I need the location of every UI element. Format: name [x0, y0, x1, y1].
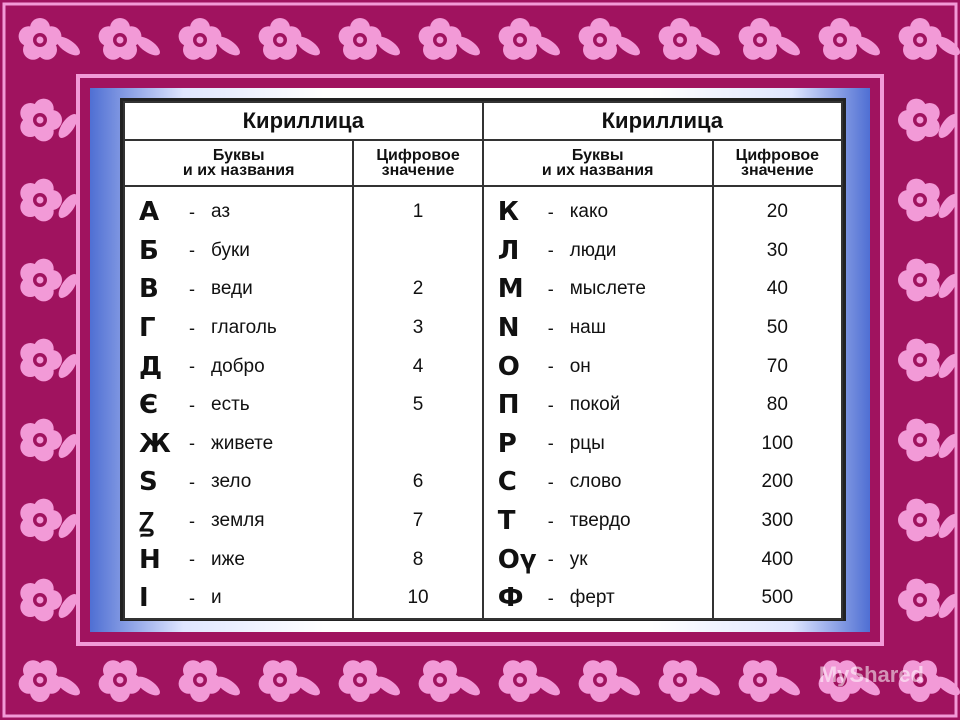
letter-glyph: Ж — [139, 428, 171, 459]
dash: - — [547, 549, 554, 570]
letter-glyph: Ф — [497, 583, 524, 614]
letter-row — [484, 232, 712, 271]
numeric-value — [354, 425, 481, 464]
numeric-value: 4 — [412, 355, 424, 377]
letter-glyph: Ꙁ — [139, 508, 155, 539]
letter-row — [484, 425, 712, 464]
letter-glyph: Г — [139, 313, 156, 344]
right-letters-header-text: Буквы и их названия — [541, 147, 654, 179]
dash: - — [189, 201, 195, 222]
dash: - — [547, 394, 554, 415]
letter-glyph: П — [497, 390, 520, 421]
letter-glyph: О — [497, 351, 520, 382]
letter-row — [125, 386, 352, 425]
letter-name: ферт — [569, 587, 615, 609]
letter-row — [125, 270, 352, 309]
letter-name: зело — [211, 471, 252, 493]
letter-glyph: К — [497, 197, 519, 228]
dash: - — [547, 201, 554, 222]
letter-glyph: А — [139, 197, 160, 228]
letter-name: ук — [569, 548, 588, 570]
letter-name: есть — [211, 394, 250, 416]
letter-name: мыслете — [569, 278, 646, 300]
letter-name: рцы — [569, 432, 605, 454]
letter-name: слово — [569, 471, 622, 493]
letter-name: он — [569, 355, 591, 377]
dash: - — [189, 278, 195, 299]
letter-row — [125, 347, 352, 386]
letter-glyph: Є — [139, 390, 159, 421]
letter-row — [125, 232, 352, 271]
letter-name: добро — [211, 355, 265, 377]
letter-row — [484, 463, 712, 502]
numeric-value: 5 — [412, 394, 424, 416]
numeric-value: 400 — [761, 548, 794, 570]
dash: - — [189, 549, 195, 570]
right-letters-header — [483, 140, 713, 186]
right-value-header — [713, 140, 842, 186]
left-title: Кириллица — [124, 102, 483, 140]
letter-name: покой — [569, 394, 621, 416]
numeric-value: 2 — [412, 278, 424, 300]
dash: - — [189, 510, 195, 531]
left-values-column — [353, 186, 482, 619]
letter-row — [484, 386, 712, 425]
letter-glyph: N — [497, 313, 520, 344]
letter-row — [125, 502, 352, 541]
left-letters-column — [124, 186, 353, 619]
numeric-value: 10 — [407, 587, 429, 609]
dash: - — [189, 356, 195, 377]
numeric-value: 50 — [766, 317, 788, 339]
numeric-value: 40 — [766, 278, 788, 300]
letter-name: глаголь — [211, 317, 277, 339]
letter-row — [125, 193, 352, 232]
letter-glyph: Л — [497, 235, 520, 266]
dash: - — [547, 433, 554, 454]
letter-row — [484, 579, 712, 618]
letter-glyph: С — [497, 467, 517, 498]
dash: - — [547, 317, 554, 338]
letter-glyph: Оү — [497, 544, 537, 575]
dash: - — [547, 471, 554, 492]
letter-name: земля — [211, 510, 265, 532]
letter-name: твердо — [569, 510, 631, 532]
numeric-value: 200 — [761, 471, 794, 493]
left-value-header — [353, 140, 482, 186]
numeric-value: 3 — [412, 317, 424, 339]
dash: - — [189, 433, 195, 454]
letter-glyph: Ѕ — [139, 467, 158, 498]
left-letters-header — [124, 140, 353, 186]
numeric-value: 100 — [761, 432, 794, 454]
letter-name: веди — [211, 278, 253, 300]
letter-row — [125, 463, 352, 502]
letter-glyph: Н — [139, 544, 161, 575]
letter-glyph: І — [139, 583, 149, 614]
dash: - — [547, 278, 554, 299]
numeric-value: 500 — [761, 587, 794, 609]
dash: - — [189, 587, 195, 608]
numeric-value: 80 — [766, 394, 788, 416]
letter-row — [125, 425, 352, 464]
letter-row — [484, 347, 712, 386]
numeric-value: 30 — [766, 239, 788, 261]
dash: - — [547, 587, 554, 608]
right-value-header-text: Цифровое значение — [735, 147, 820, 179]
right-letters-column — [483, 186, 713, 619]
letter-glyph: В — [139, 274, 159, 305]
numeric-value: 300 — [761, 510, 794, 532]
dash: - — [189, 471, 195, 492]
letter-glyph: Р — [497, 428, 517, 459]
letter-row — [484, 309, 712, 348]
dash: - — [547, 240, 554, 261]
letter-glyph: Д — [139, 351, 163, 382]
dash: - — [547, 510, 554, 531]
numeric-value — [354, 232, 481, 271]
letter-name: аз — [211, 201, 231, 223]
letter-name: люди — [569, 239, 617, 261]
letter-name: и — [211, 587, 222, 609]
numeric-value: 6 — [412, 471, 424, 493]
dash: - — [547, 356, 554, 377]
left-value-header-text: Цифровое значение — [376, 147, 460, 179]
numeric-value: 20 — [766, 201, 788, 223]
letter-name: наш — [569, 317, 606, 339]
numeric-value: 1 — [412, 201, 424, 223]
letter-row — [484, 540, 712, 579]
letter-name: како — [569, 201, 609, 223]
letter-name: живете — [211, 432, 274, 454]
dash: - — [189, 317, 195, 338]
left-letters-header-text: Буквы и их названия — [182, 147, 295, 179]
dash: - — [189, 394, 195, 415]
letter-row — [125, 309, 352, 348]
right-title: Кириллица — [483, 102, 842, 140]
letter-name: иже — [211, 548, 245, 570]
numeric-value: 8 — [412, 548, 424, 570]
letter-glyph: М — [497, 274, 524, 305]
letter-row — [125, 579, 352, 618]
letter-row — [484, 502, 712, 541]
dash: - — [189, 240, 195, 261]
numeric-value: 70 — [766, 355, 788, 377]
letter-glyph: Б — [139, 235, 159, 266]
letter-name: буки — [211, 239, 250, 261]
numeric-value: 7 — [412, 510, 424, 532]
letter-glyph: Т — [497, 506, 516, 537]
cyrillic-table — [120, 98, 846, 621]
letter-row — [484, 193, 712, 232]
watermark: MyShared — [818, 662, 924, 687]
letter-row — [125, 540, 352, 579]
letter-row — [484, 270, 712, 309]
right-values-column — [713, 186, 842, 619]
